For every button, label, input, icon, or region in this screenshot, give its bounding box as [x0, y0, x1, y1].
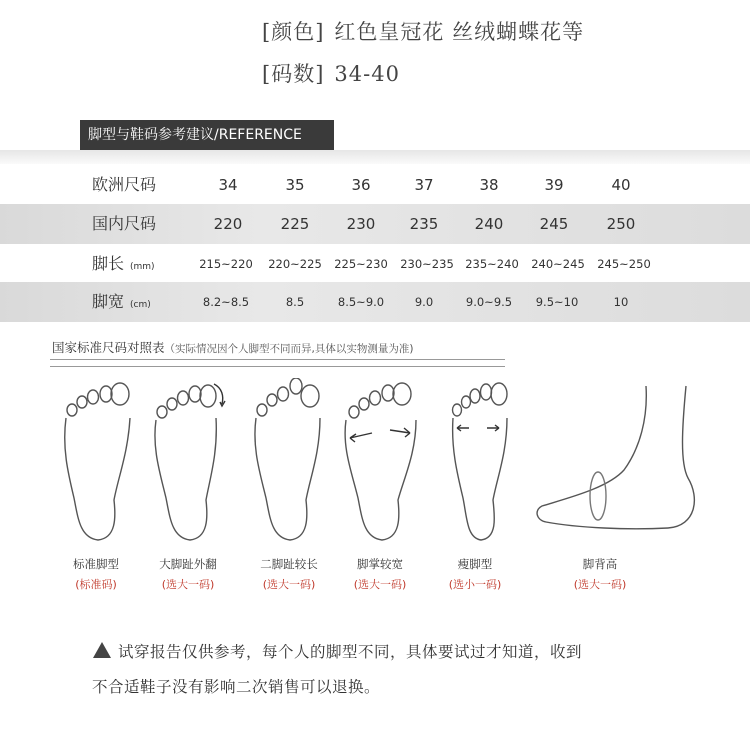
table-cell: 215~220	[199, 257, 253, 271]
chart-subtitle: 国家标准尺码对照表（实际情况因个人脚型不同而异,具体以实物测量为准)	[52, 340, 414, 355]
table-cell: 8.5~9.0	[337, 295, 385, 309]
table-cell: 40	[611, 176, 631, 194]
bunion-foot-icon	[150, 378, 228, 548]
table-row-foot-width	[0, 282, 750, 322]
row-label: 脚长 (mm)	[92, 254, 155, 273]
table-cell: 38	[479, 176, 499, 194]
foot-advice: (选大一码)	[161, 578, 215, 591]
color-label: [颜色]	[262, 20, 325, 44]
table-cell: 36	[351, 176, 371, 194]
color-info	[262, 16, 584, 46]
narrow-foot-icon	[445, 378, 515, 548]
size-info	[262, 58, 400, 88]
table-cell: 39	[544, 176, 564, 194]
table-cell: 250	[606, 215, 636, 233]
table-cell: 230~235	[400, 257, 454, 271]
foot-advice: (标准码)	[75, 578, 117, 591]
table-cell: 37	[414, 176, 434, 194]
table-cell: 245~250	[597, 257, 651, 271]
divider-line	[50, 359, 505, 360]
row-label: 国内尺码	[92, 214, 157, 233]
table-cell: 220~225	[268, 257, 322, 271]
foot-caption: 瘦脚型	[457, 557, 493, 571]
table-cell: 9.0	[414, 295, 434, 309]
size-value: 34-40	[334, 62, 400, 86]
foot-advice: (选大一码)	[353, 578, 407, 591]
table-cell: 9.5~10	[535, 295, 579, 309]
foot-caption: 大脚趾外翻	[159, 557, 217, 571]
foot-advice: (选大一码)	[573, 578, 627, 591]
color-value: 红色皇冠花 丝绒蝴蝶花等	[334, 20, 585, 44]
table-cell: 230	[346, 215, 376, 233]
foot-caption: 标准脚型	[73, 557, 119, 571]
table-cell: 34	[218, 176, 238, 194]
table-cell: 235	[409, 215, 439, 233]
wide-foot-icon	[342, 378, 420, 548]
foot-advice: (选小一码)	[448, 578, 502, 591]
high-instep-foot-icon	[528, 378, 708, 548]
table-cell: 35	[285, 176, 305, 194]
row-label: 脚宽 (cm)	[92, 292, 151, 311]
table-row-eu	[0, 165, 750, 205]
notice-line-1: 试穿报告仅供参考，每个人的脚型不同，具体要试过才知道，收到	[118, 643, 583, 661]
table-cell: 225~230	[334, 257, 388, 271]
banner-shadow	[0, 150, 750, 164]
table-cell: 225	[280, 215, 310, 233]
table-cell: 220	[213, 215, 243, 233]
size-label: [码数]	[262, 62, 325, 86]
table-cell: 10	[613, 295, 629, 309]
table-cell: 8.5	[285, 295, 305, 309]
long-second-toe-foot-icon	[250, 378, 328, 548]
standard-foot-icon	[58, 378, 136, 548]
foot-caption: 脚掌较宽	[357, 557, 403, 571]
table-row-foot-length	[0, 244, 750, 284]
reference-banner: 脚型与鞋码参考建议/REFERENCE	[80, 120, 334, 150]
notice-line-2: 不合适鞋子没有影响二次销售可以退换。	[92, 678, 381, 696]
foot-caption: 脚背高	[582, 557, 618, 571]
table-cell: 240~245	[531, 257, 585, 271]
row-label: 欧洲尺码	[92, 175, 157, 194]
foot-caption: 二脚趾较长	[260, 557, 318, 571]
table-cell: 245	[539, 215, 569, 233]
table-row-cn	[0, 204, 750, 244]
table-cell: 235~240	[465, 257, 519, 271]
warning-triangle-icon	[92, 641, 112, 659]
table-cell: 9.0~9.5	[465, 295, 513, 309]
divider-line	[50, 366, 505, 367]
table-cell: 240	[474, 215, 504, 233]
foot-advice: (选大一码)	[262, 578, 316, 591]
table-cell: 8.2~8.5	[202, 295, 250, 309]
